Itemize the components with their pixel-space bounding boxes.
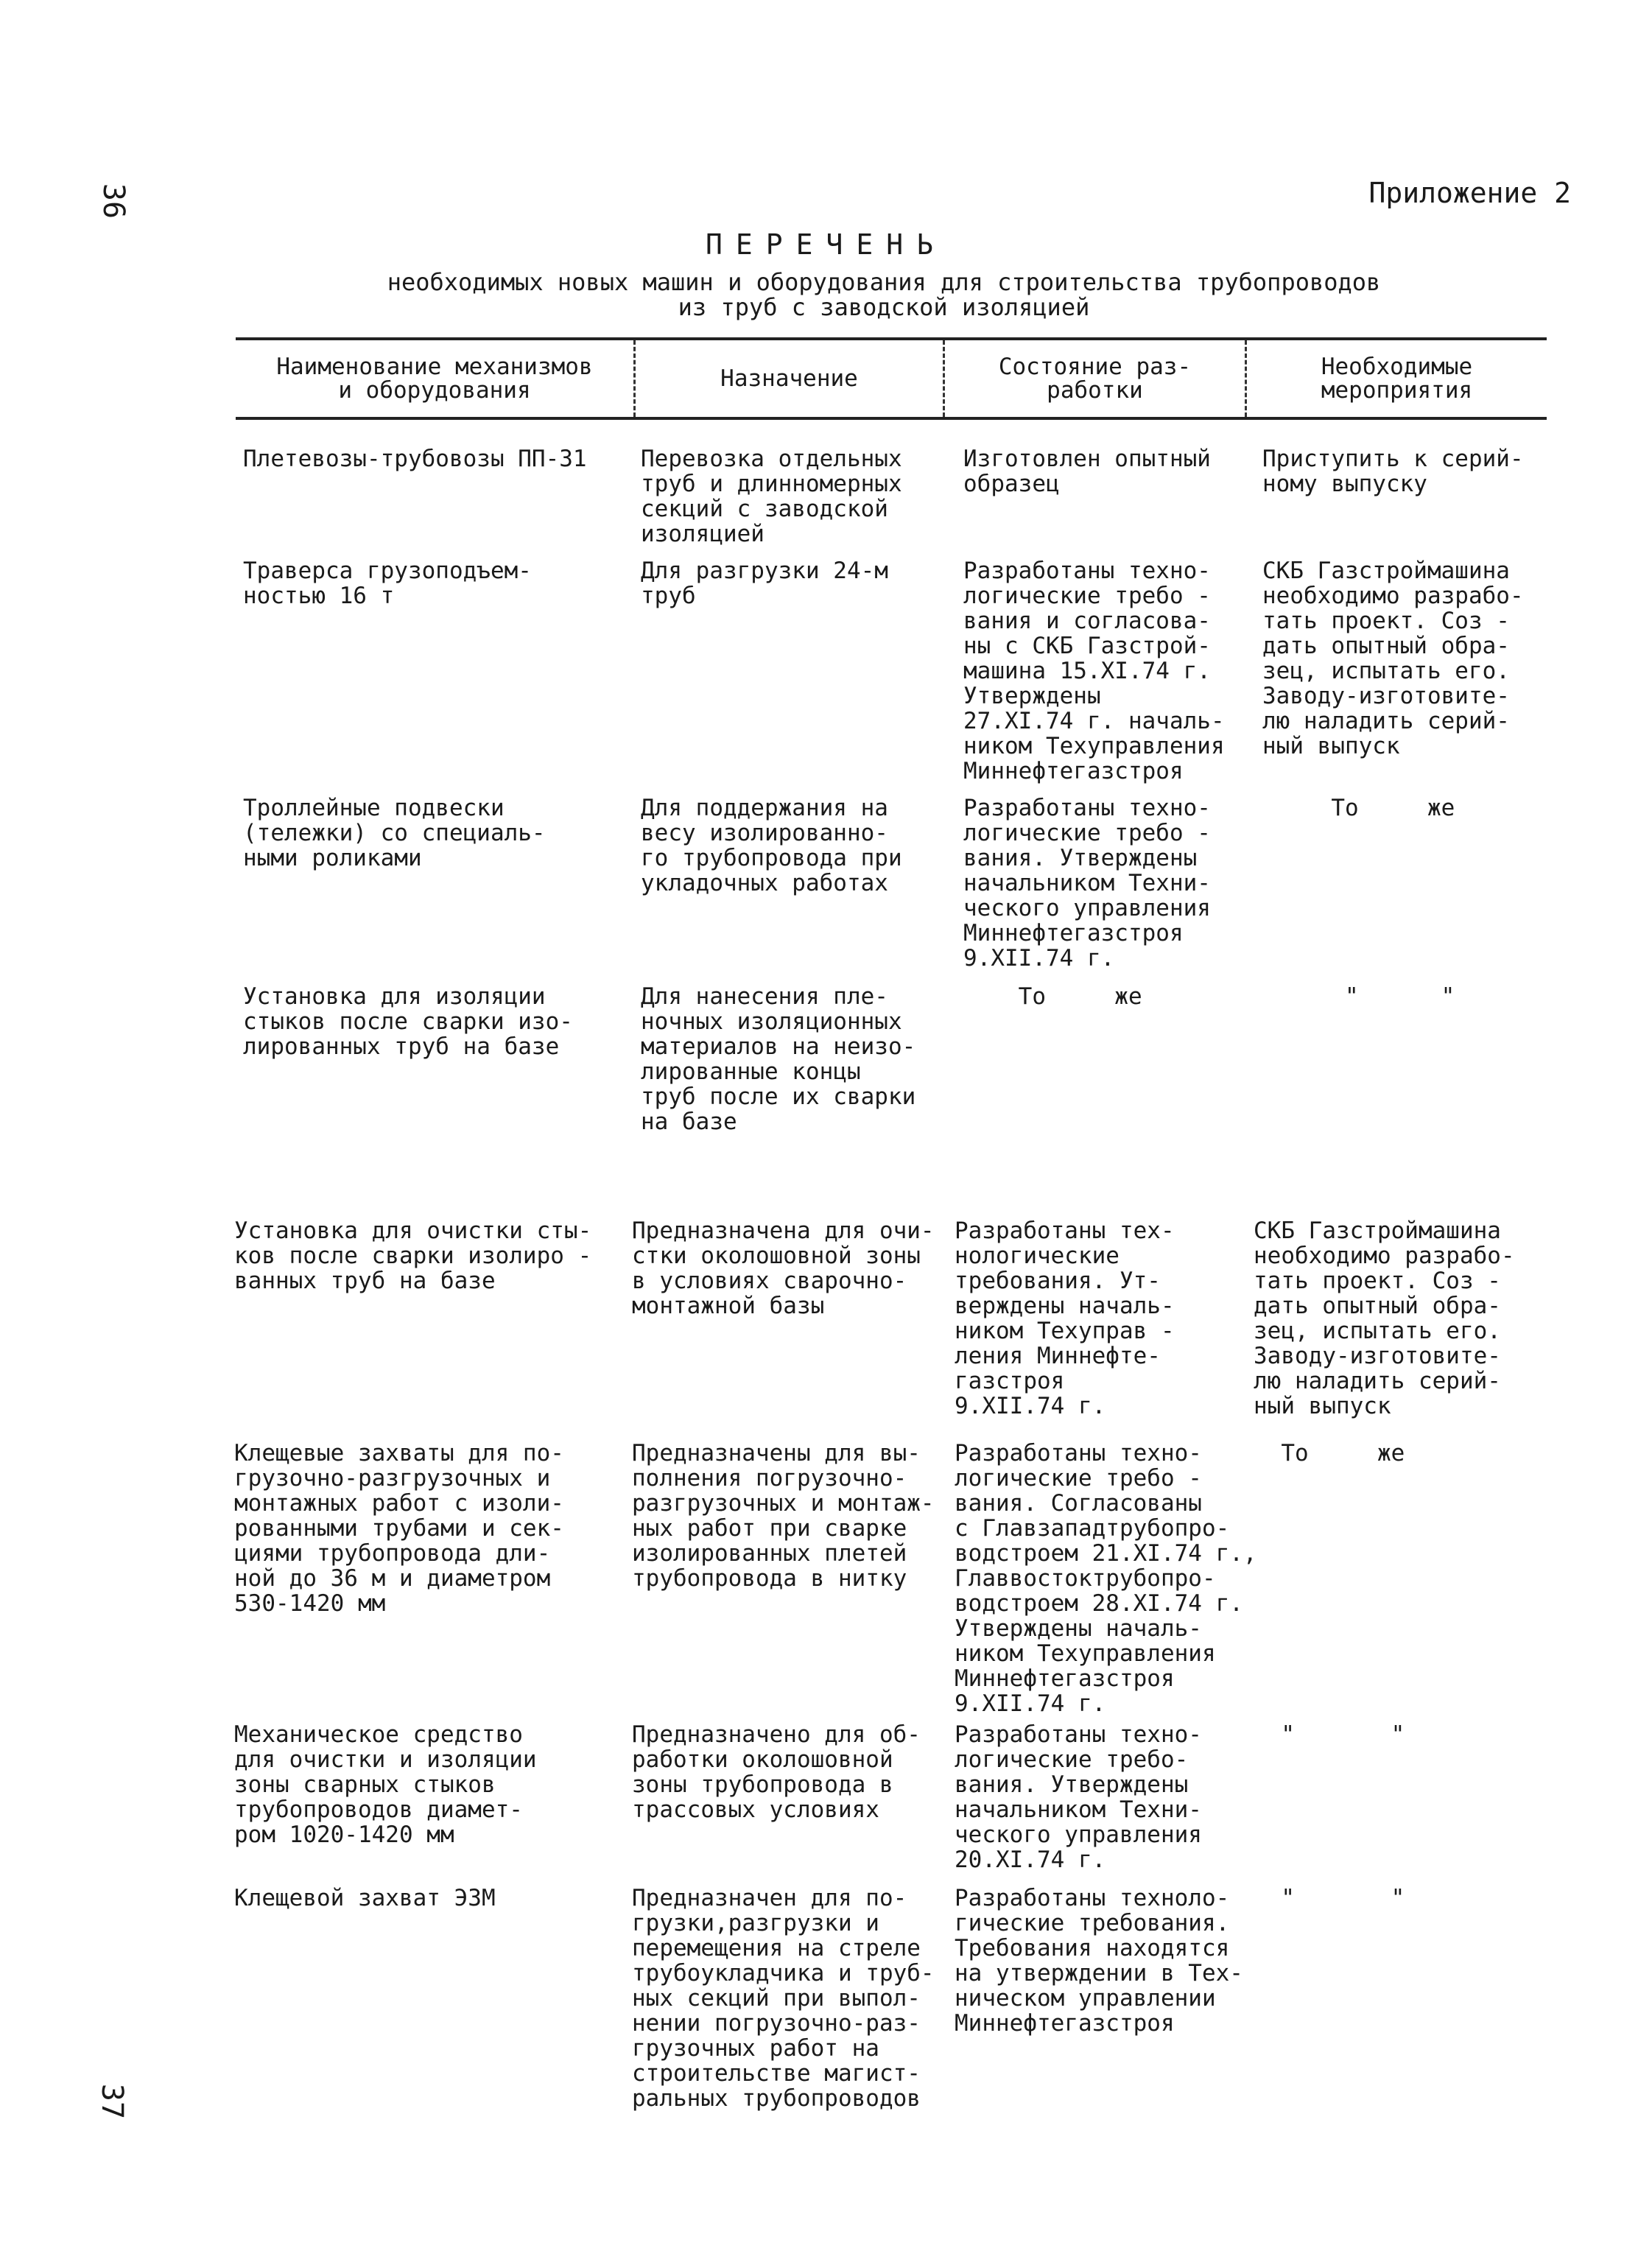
row-status: Разработаны техно- логические требо - вания и согласова- ны с СКБ Газстрой- машина 15.XI.74 г. Утверждены 27.XI.74 г. началь- ником Техуправления Миннефтегазстроя xyxy=(963,558,1225,784)
row-measures: То же xyxy=(1262,795,1455,821)
row-purpose: Для поддержания на весу изолированно- го трубопровода при укладочных работах xyxy=(641,795,902,896)
row-purpose: Предназначено для об- работки околошовной зоны трубопровода в трассовых условиях xyxy=(632,1721,921,1823)
row-purpose: Предназначены для вы- полнения погрузочно- разгрузочных и монтаж- ных работ при сварке изолированных плетей трубопровода в нитку xyxy=(632,1440,935,1592)
row-name: Троллейные подвески (тележки) со специаль- ными роликами xyxy=(243,795,546,871)
row-status: Разработаны техно- логические требо- вания. Утверждены начальником Техни- ческого управления 20.XI.74 г. xyxy=(955,1721,1202,1873)
row-purpose: Предназначена для очи- стки околошовной зоны в условиях сварочно- монтажной базы xyxy=(632,1218,935,1319)
row-measures: СКБ Газстроймашина необходимо разрабо- тать проект. Соз - дать опытный обра- зец, испытать его. Заводу-изготовите- лю наладить серий- ный выпуск xyxy=(1254,1218,1515,1419)
row-status: Разработаны техноло- гические требования. Требования находятся на утверждении в Тех- ническом управлении Миннефтегазстроя xyxy=(955,1885,1243,2037)
header-name: Наименование механизмов и оборудования xyxy=(276,354,593,404)
table-row xyxy=(234,1441,1545,1716)
row-status: Разработаны тех- нологические требования. Ут- верждены началь- ником Техуправ - ления Миннефте- газстроя 9.XII.74 г. xyxy=(955,1218,1175,1419)
table-row xyxy=(243,558,1554,784)
page-number-bottom: 37 xyxy=(95,2083,130,2120)
row-purpose: Предназначен для по- грузки,разгрузки и перемещения на стреле трубоукладчика и труб- ных секций при выпол- нении погрузочно-раз- грузочных работ на строительстве магист- ральных трубопроводов xyxy=(632,1885,935,2112)
row-purpose: Перевозка отдельных труб и длинномерных секций с заводской изоляцией xyxy=(641,446,902,547)
document-subtitle: необходимых новых машин и оборудования для строительства трубопроводов из труб с заводской изоляцией xyxy=(387,268,1381,321)
row-measures: " " xyxy=(1262,983,1455,1010)
table-row xyxy=(243,446,1554,547)
row-name: Установка для изоляции стыков после сварки изо- лированных труб на базе xyxy=(243,983,573,1060)
row-purpose: Для нанесения пле- ночных изоляционных материалов на неизо- лированные концы труб после их сварки на базе xyxy=(641,983,916,1135)
row-measures: " " xyxy=(1254,1885,1405,1911)
row-name: Механическое средство для очистки и изоляции зоны сварных стыков трубопроводов диамет- ром 1020-1420 мм xyxy=(234,1721,537,1848)
table-row xyxy=(234,1886,1545,2111)
row-name: Установка для очистки сты- ков после сварки изолиро - ванных труб на базе xyxy=(234,1218,592,1294)
header-status: Состояние раз- работки xyxy=(943,340,1245,417)
page-number-top: 36 xyxy=(96,183,131,219)
table-header-rule xyxy=(236,417,1547,420)
table-row xyxy=(234,1218,1545,1419)
row-status: То же xyxy=(963,983,1142,1010)
header-purpose: Назначение xyxy=(633,340,943,417)
equipment-table xyxy=(236,337,1547,420)
table-row xyxy=(234,1722,1545,1872)
document-title: ПЕРЕЧЕНЬ xyxy=(705,228,947,261)
row-measures: Приступить к серий- ному выпуску xyxy=(1262,446,1524,497)
row-measures: СКБ Газстроймашина необходимо разрабо- тать проект. Соз - дать опытный обра- зец, испытать его. Заводу-изготовите- лю наладить серий- ный выпуск xyxy=(1262,558,1524,759)
row-name: Клещевой захват ЭЗМ xyxy=(234,1885,496,1911)
row-measures: То же xyxy=(1254,1440,1405,1467)
row-status: Разработаны техно- логические требо - вания. Утверждены начальником Техни- ческого управления Миннефтегазстроя 9.XII.74 г. xyxy=(963,795,1211,972)
row-name: Клещевые захваты для по- грузочно-разгрузочных и монтажных работ с изоли- рованными трубами и сек- циями трубопровода дли- ной до 36 м и диаметром 530-1420 мм xyxy=(234,1440,564,1617)
table-row xyxy=(243,984,1554,1134)
row-purpose: Для разгрузки 24-м труб xyxy=(641,558,888,609)
row-status: Изготовлен опытный образец xyxy=(963,446,1211,497)
table-header xyxy=(236,340,1547,417)
row-status: Разработаны техно- логические требо - вания. Согласованы с Главзападтрубопро- водстроем 21.XI.74 г., Главвостоктрубопро- водстроем 28.XI.74 г. Утверждены началь- ником Техуправления Миннефтегазстроя 9.XII.74 г. xyxy=(955,1440,1257,1717)
row-name: Траверса грузоподъем- ностью 16 т xyxy=(243,558,532,609)
appendix-label: Приложение 2 xyxy=(1368,177,1571,209)
row-measures: " " xyxy=(1254,1721,1405,1748)
table-row xyxy=(243,795,1554,971)
row-name: Плетевозы-трубовозы ПП-31 xyxy=(243,446,587,472)
header-measures: Необходимые мероприятия xyxy=(1245,340,1547,417)
